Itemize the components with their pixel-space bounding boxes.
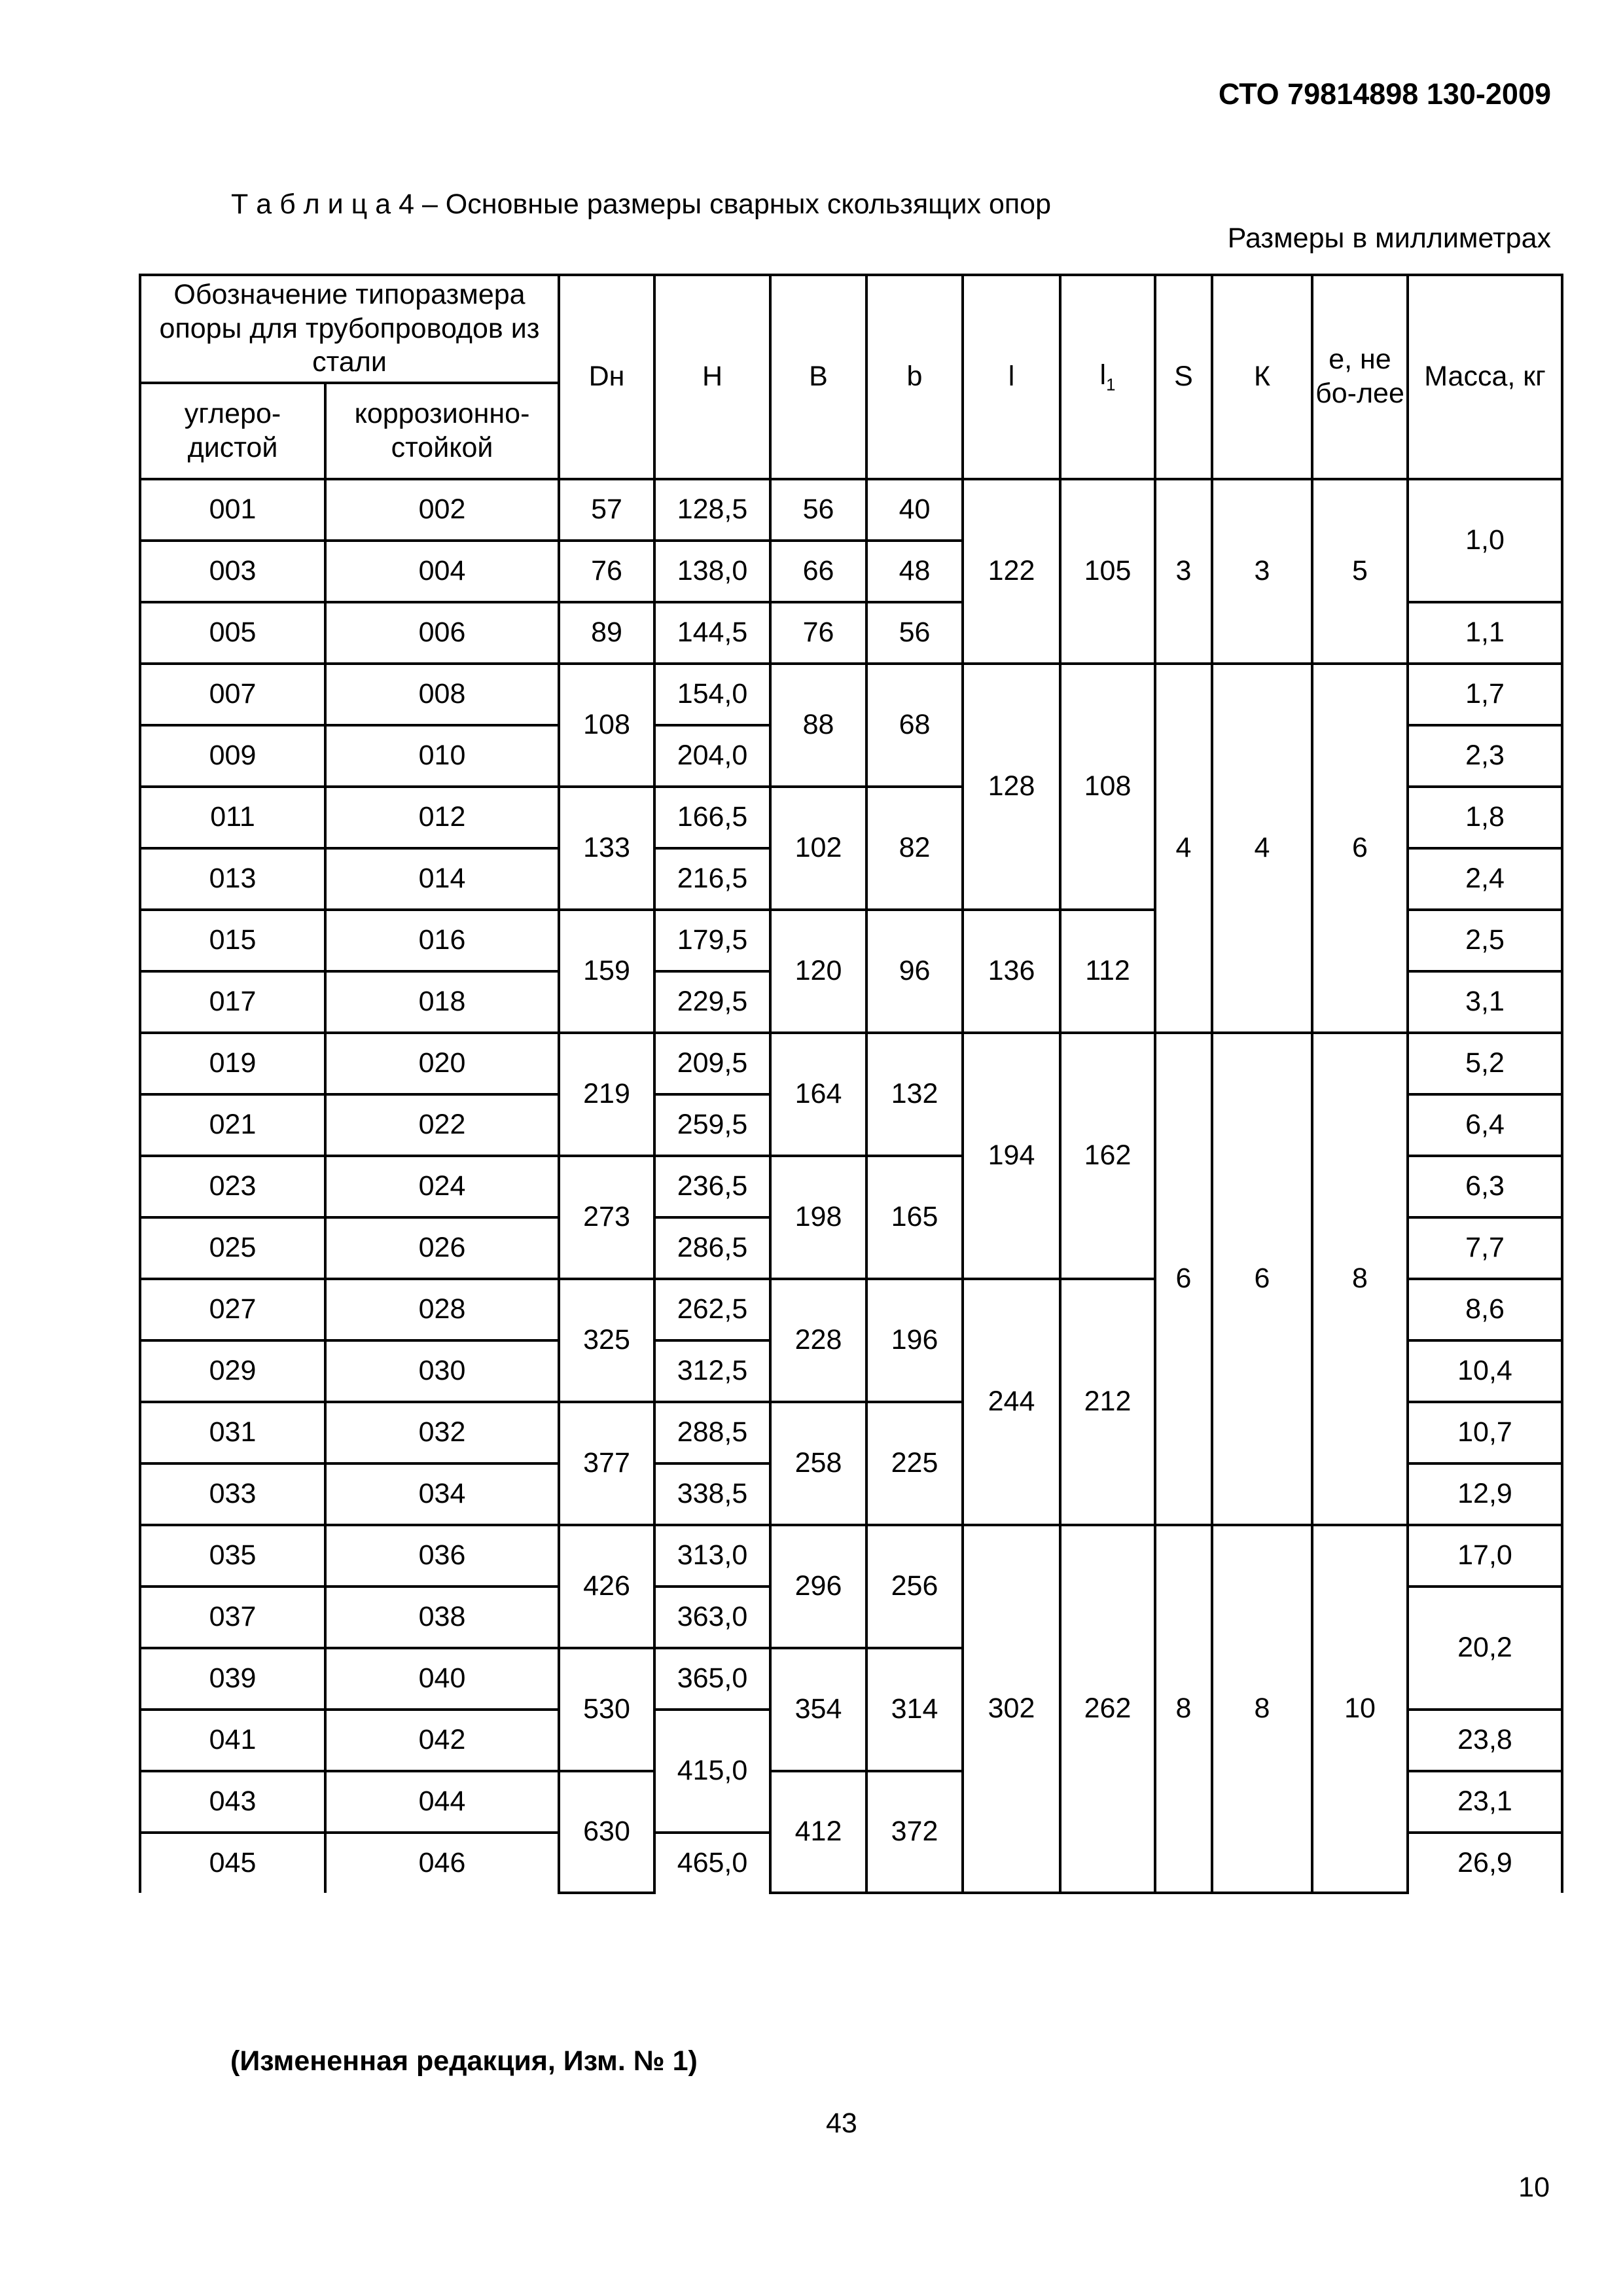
cell-mass: 23,1 [1408, 1771, 1562, 1833]
cell-l: 136 [963, 910, 1060, 1033]
cell-carbon: 025 [140, 1217, 325, 1279]
cell-corrosion: 044 [325, 1771, 559, 1833]
header-row [140, 275, 1562, 383]
cell-corrosion: 034 [325, 1463, 559, 1525]
cell-corrosion: 022 [325, 1094, 559, 1156]
cell-b-lower: 82 [866, 787, 963, 910]
cell-corrosion: 020 [325, 1033, 559, 1094]
cell-dn: 76 [559, 541, 654, 602]
header-dn: Dн [559, 275, 654, 479]
header-k: К [1212, 275, 1312, 479]
cell-mass: 2,5 [1408, 910, 1562, 971]
cell-mass: 6,4 [1408, 1094, 1562, 1156]
cell-dn: 108 [559, 664, 654, 787]
cell-l1: 162 [1060, 1033, 1155, 1279]
cell-h: 128,5 [654, 479, 770, 541]
cell-b-upper: 88 [770, 664, 866, 787]
cell-dn: 89 [559, 602, 654, 664]
cell-carbon: 015 [140, 910, 325, 971]
cell-l1: 262 [1060, 1525, 1155, 1893]
cell-corrosion: 004 [325, 541, 559, 602]
cell-mass: 1,7 [1408, 664, 1562, 725]
cell-dn: 630 [559, 1771, 654, 1893]
cell-corrosion: 040 [325, 1648, 559, 1710]
cell-h: 365,0 [654, 1648, 770, 1710]
cell-l: 302 [963, 1525, 1060, 1893]
cell-corrosion: 042 [325, 1710, 559, 1771]
cell-b-lower: 40 [866, 479, 963, 541]
cell-dn: 219 [559, 1033, 654, 1156]
cell-carbon: 027 [140, 1279, 325, 1340]
cell-mass: 8,6 [1408, 1279, 1562, 1340]
header-b-lower: b [866, 275, 963, 479]
cell-e: 6 [1312, 664, 1408, 1033]
header-h: Н [654, 275, 770, 479]
cell-e: 8 [1312, 1033, 1408, 1525]
cell-b-lower: 314 [866, 1648, 963, 1771]
cell-b-lower: 48 [866, 541, 963, 602]
cell-carbon: 045 [140, 1833, 325, 1893]
cell-mass: 1,0 [1408, 479, 1562, 602]
cell-mass: 12,9 [1408, 1463, 1562, 1525]
cell-b-upper: 258 [770, 1402, 866, 1525]
cell-h: 204,0 [654, 725, 770, 787]
cell-b-upper: 102 [770, 787, 866, 910]
cell-corrosion: 010 [325, 725, 559, 787]
cell-b-lower: 165 [866, 1156, 963, 1279]
table-row [140, 664, 1562, 725]
cell-b-lower: 372 [866, 1771, 963, 1893]
cell-e: 5 [1312, 479, 1408, 664]
cell-dn: 377 [559, 1402, 654, 1525]
cell-h: 259,5 [654, 1094, 770, 1156]
cell-b-upper: 56 [770, 479, 866, 541]
cell-mass: 20,2 [1408, 1587, 1562, 1710]
cell-h: 288,5 [654, 1402, 770, 1463]
cell-b-lower: 68 [866, 664, 963, 787]
cell-b-lower: 196 [866, 1279, 963, 1402]
cell-mass: 5,2 [1408, 1033, 1562, 1094]
cell-l1: 108 [1060, 664, 1155, 910]
cell-corrosion: 006 [325, 602, 559, 664]
cell-s: 4 [1155, 664, 1212, 1033]
cell-h: 138,0 [654, 541, 770, 602]
cell-carbon: 031 [140, 1402, 325, 1463]
supports-dimensions-table [139, 274, 1563, 1894]
header-e: е, не бо-лее [1312, 275, 1408, 479]
cell-carbon: 013 [140, 848, 325, 910]
cell-carbon: 035 [140, 1525, 325, 1587]
cell-l: 194 [963, 1033, 1060, 1279]
cell-dn: 159 [559, 910, 654, 1033]
cell-h: 229,5 [654, 971, 770, 1033]
cell-corrosion: 014 [325, 848, 559, 910]
cell-l1: 105 [1060, 479, 1155, 664]
header-carbon: углеро-дистой [140, 383, 325, 479]
cell-carbon: 003 [140, 541, 325, 602]
cell-l1: 112 [1060, 910, 1155, 1033]
cell-mass: 10,7 [1408, 1402, 1562, 1463]
cell-h: 262,5 [654, 1279, 770, 1340]
cell-corrosion: 024 [325, 1156, 559, 1217]
cell-carbon: 009 [140, 725, 325, 787]
header-corrosion: коррозионно-стойкой [325, 383, 559, 479]
cell-carbon: 033 [140, 1463, 325, 1525]
cell-mass: 23,8 [1408, 1710, 1562, 1771]
cell-h: 363,0 [654, 1587, 770, 1648]
cell-k: 6 [1212, 1033, 1312, 1525]
cell-corrosion: 038 [325, 1587, 559, 1648]
cell-h: 286,5 [654, 1217, 770, 1279]
cell-carbon: 037 [140, 1587, 325, 1648]
cell-b-upper: 66 [770, 541, 866, 602]
cell-carbon: 011 [140, 787, 325, 848]
cell-b-lower: 56 [866, 602, 963, 664]
cell-s: 6 [1155, 1033, 1212, 1525]
cell-h: 166,5 [654, 787, 770, 848]
page-number-outer: 10 [1518, 2172, 1550, 2203]
cell-s: 8 [1155, 1525, 1212, 1893]
cell-carbon: 039 [140, 1648, 325, 1710]
table-row [140, 479, 1562, 541]
cell-carbon: 019 [140, 1033, 325, 1094]
cell-dn: 273 [559, 1156, 654, 1279]
cell-k: 3 [1212, 479, 1312, 664]
units-note: Размеры в миллиметрах [1227, 223, 1551, 254]
cell-h: 313,0 [654, 1525, 770, 1587]
cell-mass: 10,4 [1408, 1340, 1562, 1402]
cell-h: 415,0 [654, 1710, 770, 1833]
cell-h: 338,5 [654, 1463, 770, 1525]
cell-mass: 1,8 [1408, 787, 1562, 848]
cell-corrosion: 012 [325, 787, 559, 848]
header-l: l [963, 275, 1060, 479]
cell-h: 216,5 [654, 848, 770, 910]
cell-h: 209,5 [654, 1033, 770, 1094]
cell-k: 8 [1212, 1525, 1312, 1893]
cell-carbon: 007 [140, 664, 325, 725]
cell-b-lower: 96 [866, 910, 963, 1033]
cell-k: 4 [1212, 664, 1312, 1033]
document-code: СТО 79814898 130-2009 [1218, 77, 1551, 111]
cell-b-upper: 76 [770, 602, 866, 664]
cell-mass: 26,9 [1408, 1833, 1562, 1893]
cell-corrosion: 032 [325, 1402, 559, 1463]
cell-corrosion: 008 [325, 664, 559, 725]
header-b-upper: В [770, 275, 866, 479]
cell-e: 10 [1312, 1525, 1408, 1893]
cell-b-upper: 296 [770, 1525, 866, 1648]
cell-dn: 57 [559, 479, 654, 541]
cell-carbon: 017 [140, 971, 325, 1033]
cell-mass: 1,1 [1408, 602, 1562, 664]
cell-carbon: 043 [140, 1771, 325, 1833]
cell-corrosion: 028 [325, 1279, 559, 1340]
cell-b-lower: 256 [866, 1525, 963, 1648]
header-s: S [1155, 275, 1212, 479]
cell-carbon: 023 [140, 1156, 325, 1217]
cell-dn: 530 [559, 1648, 654, 1771]
cell-corrosion: 018 [325, 971, 559, 1033]
cell-b-upper: 198 [770, 1156, 866, 1279]
cell-b-lower: 225 [866, 1402, 963, 1525]
cell-mass: 17,0 [1408, 1525, 1562, 1587]
cell-carbon: 005 [140, 602, 325, 664]
header-mass: Масса, кг [1408, 275, 1562, 479]
cell-corrosion: 030 [325, 1340, 559, 1402]
cell-b-upper: 412 [770, 1771, 866, 1893]
cell-corrosion: 036 [325, 1525, 559, 1587]
cell-mass: 2,4 [1408, 848, 1562, 910]
cell-h: 465,0 [654, 1833, 770, 1893]
table-row [140, 1033, 1562, 1094]
cell-h: 312,5 [654, 1340, 770, 1402]
cell-l: 122 [963, 479, 1060, 664]
cell-b-upper: 354 [770, 1648, 866, 1771]
cell-b-upper: 164 [770, 1033, 866, 1156]
cell-carbon: 041 [140, 1710, 325, 1771]
cell-s: 3 [1155, 479, 1212, 664]
cell-l: 244 [963, 1279, 1060, 1525]
cell-carbon: 001 [140, 479, 325, 541]
page-number-inner: 43 [826, 2108, 857, 2139]
cell-mass: 2,3 [1408, 725, 1562, 787]
cell-b-lower: 132 [866, 1033, 963, 1156]
cell-h: 179,5 [654, 910, 770, 971]
header-designation: Обозначение типоразмера опоры для трубопроводов из стали [140, 275, 559, 383]
cell-carbon: 021 [140, 1094, 325, 1156]
cell-corrosion: 002 [325, 479, 559, 541]
cell-h: 154,0 [654, 664, 770, 725]
cell-b-upper: 120 [770, 910, 866, 1033]
cell-mass: 6,3 [1408, 1156, 1562, 1217]
cell-b-upper: 228 [770, 1279, 866, 1402]
cell-dn: 426 [559, 1525, 654, 1648]
cell-corrosion: 026 [325, 1217, 559, 1279]
cell-l1: 212 [1060, 1279, 1155, 1525]
cell-dn: 133 [559, 787, 654, 910]
cell-dn: 325 [559, 1279, 654, 1402]
cell-carbon: 029 [140, 1340, 325, 1402]
header-l1: $l_1$ [1060, 275, 1155, 479]
cell-h: 144,5 [654, 602, 770, 664]
cell-h: 236,5 [654, 1156, 770, 1217]
table-caption: Т а б л и ц а 4 – Основные размеры сварных скользящих опор [231, 188, 1052, 220]
cell-l: 128 [963, 664, 1060, 910]
cell-corrosion: 016 [325, 910, 559, 971]
cell-corrosion: 046 [325, 1833, 559, 1893]
table-row [140, 1525, 1562, 1587]
amendment-note: (Измененная редакция, Изм. № 1) [230, 2045, 698, 2077]
cell-mass: 3,1 [1408, 971, 1562, 1033]
cell-mass: 7,7 [1408, 1217, 1562, 1279]
